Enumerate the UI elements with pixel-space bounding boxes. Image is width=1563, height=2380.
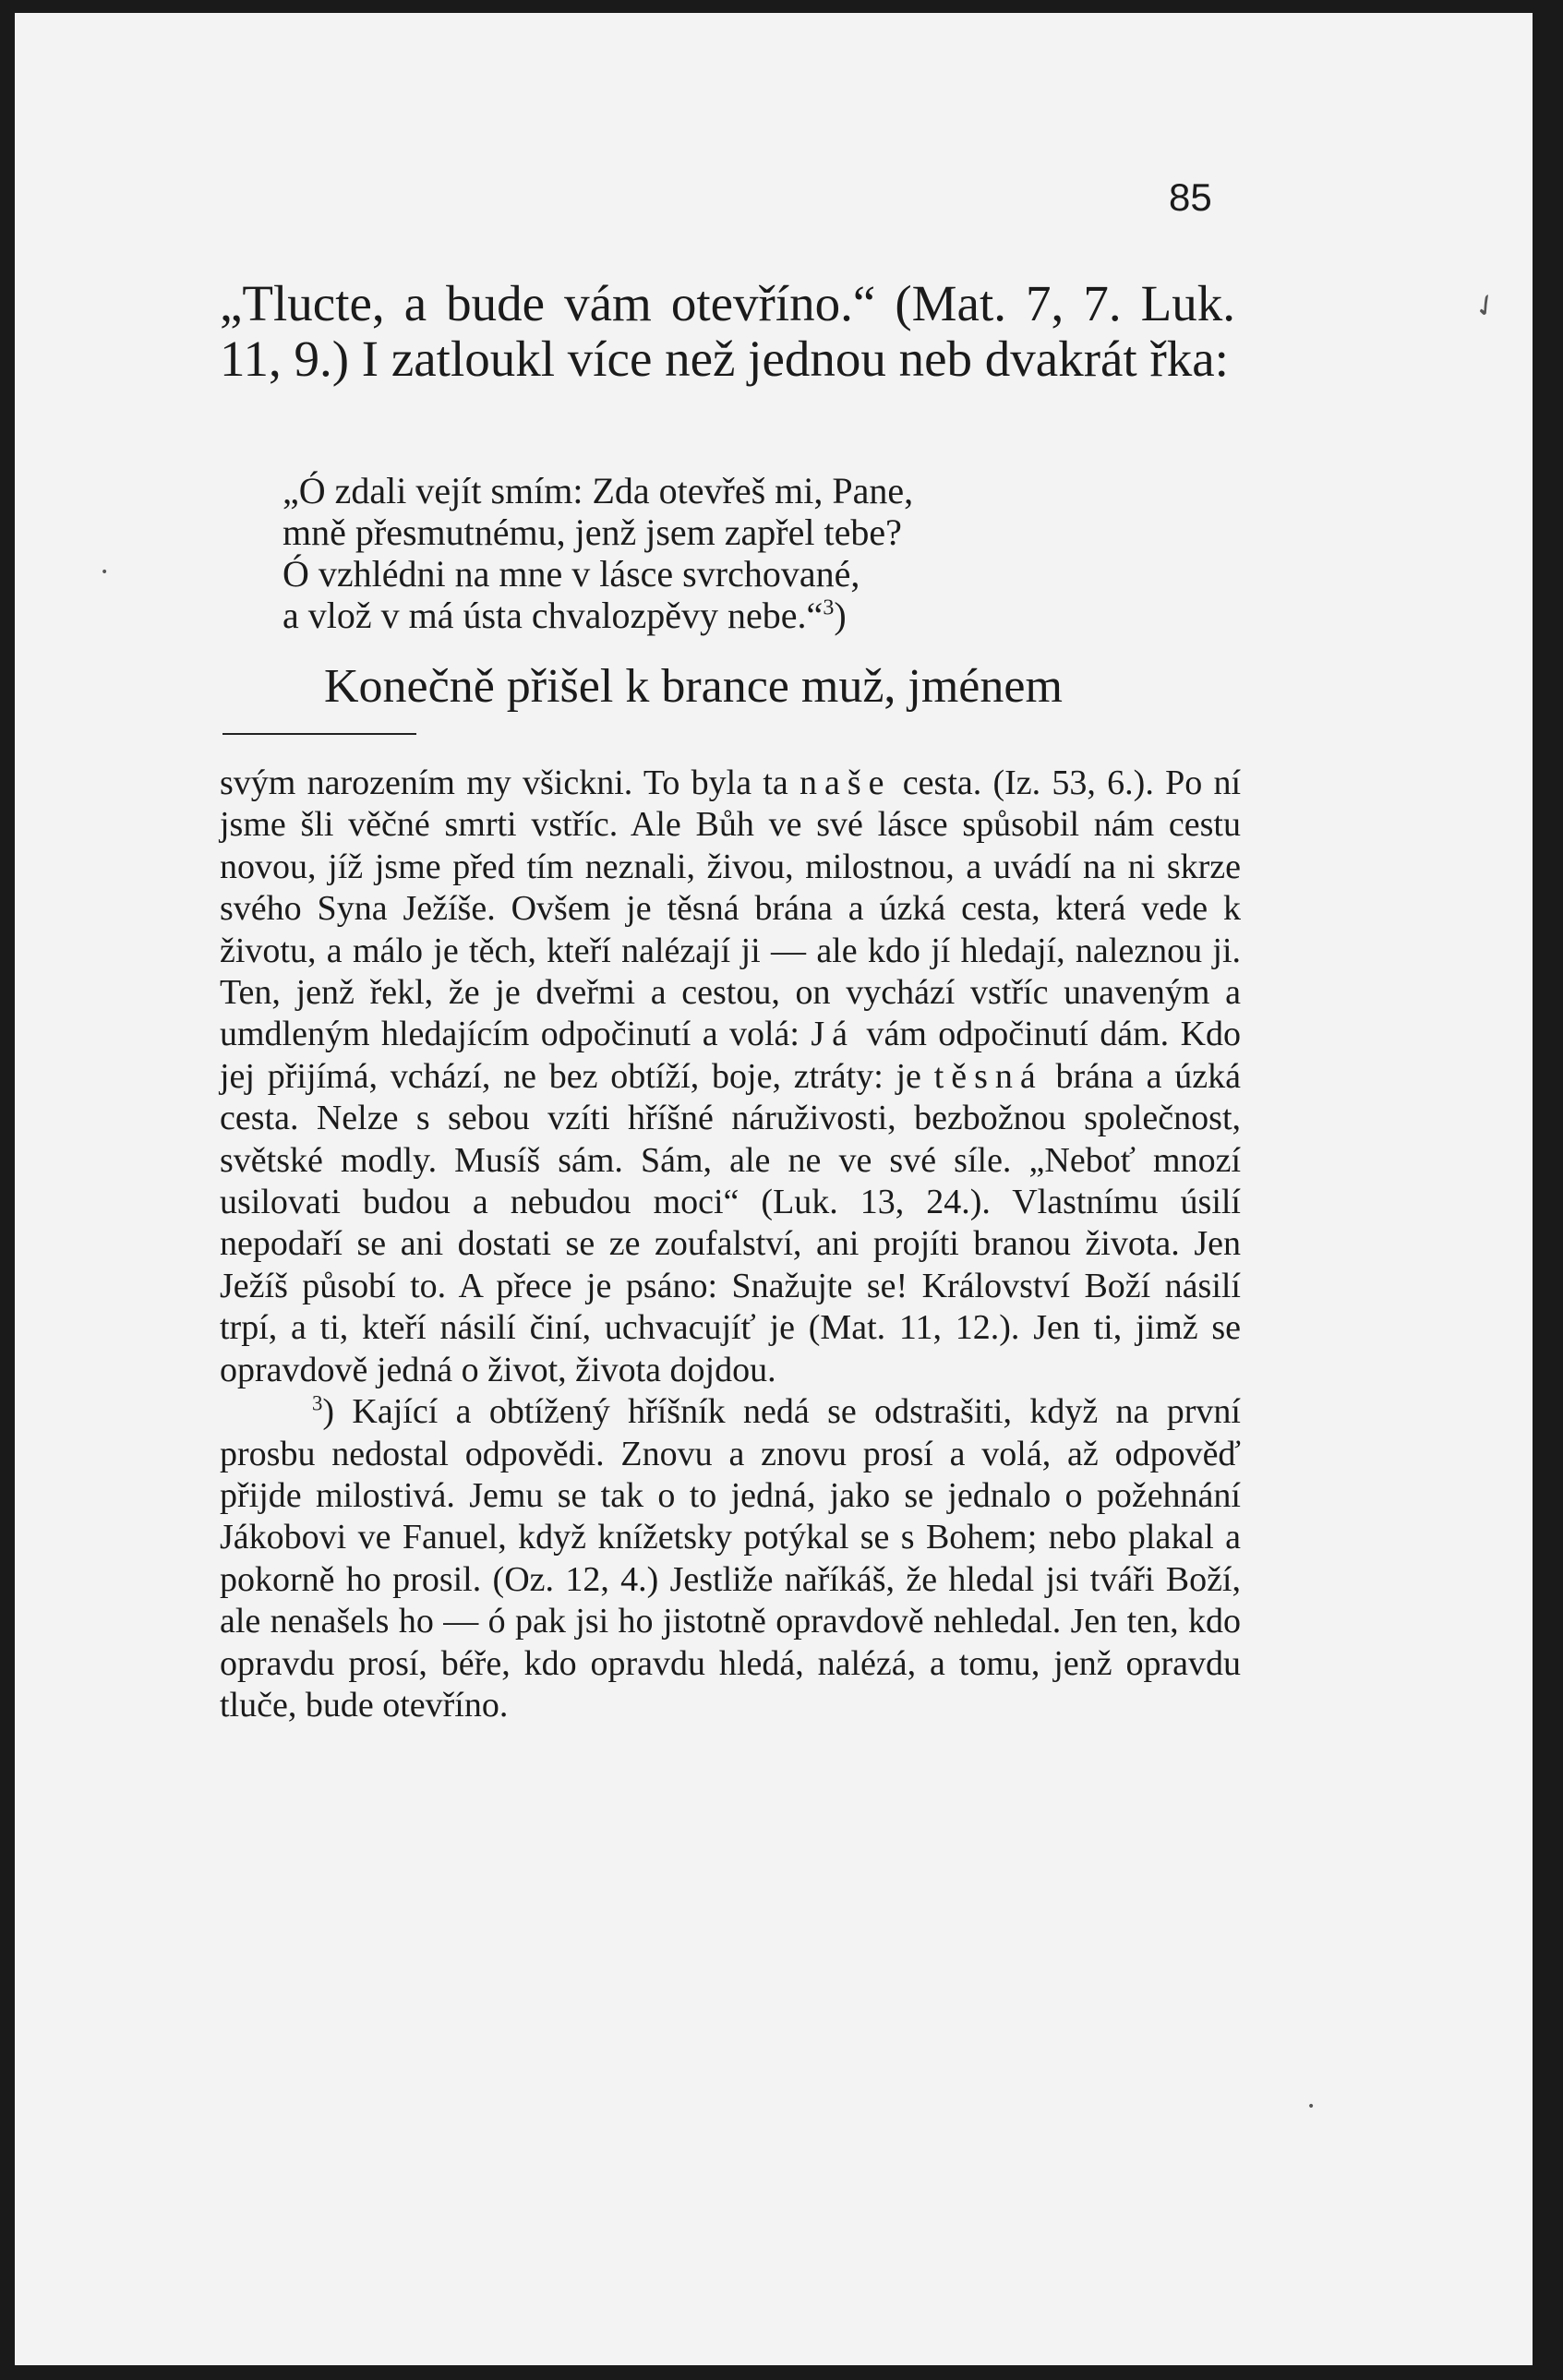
poem-line-text: a vlož v má ústa chvalozpěvy nebe.“ — [283, 595, 824, 636]
poem-line: mně přesmutnému, jenž jsem zapřel tebe? — [283, 511, 902, 553]
footnote-text: ) Kající a obtížený hříšník nedá se odstrašiti, když na první prosbu nedostal odpovědi. Znovu a znovu prosí a volá, až odpověď přijde milostivá. Jemu se tak o to jedná, jako se jednalo o požehnání Jákobovi ve Fanuel, když knížetsky potýkal se s Bohem; nebo plakal a pokorně ho prosil. (Oz. 12, 4.) Jestliže naříkáš, že hledal jsi tváři Boží, ale nenašels ho — ó pak jsi ho jistotně opravdově nehledal. Jen ten, kdo opravdu prosí, béře, kdo opravdu hledá, nalézá, a tomu, jenž opravdu tluče, bude otevříno. — [220, 1392, 1241, 1725]
poem-line: Ó vzhlédni na mne v lásce svrchované, — [283, 553, 860, 595]
footnotes — [220, 763, 1241, 1726]
footnote-paragraph — [220, 763, 1241, 1391]
speck-mark: • — [101, 565, 109, 580]
speck-mark: • — [1307, 2099, 1316, 2114]
footnote-text: vám odpočinutí dám. Kdo jej přijímá, vchází, ne bez obtíží, boje, ztráty: je — [220, 1015, 1242, 1096]
footnote-paragraph — [220, 1391, 1241, 1726]
poem-line: a vlož v má ústa chvalozpěvy nebe.“$^3$) — [283, 595, 847, 636]
continuation-line: Konečně přišel k brance muž, jménem — [324, 660, 1063, 713]
poem-line: „Ó zdali vejít smím: Zda otevřeš mi, Pane, — [283, 470, 914, 511]
pencil-mark: ✓ — [1466, 283, 1506, 328]
main-paragraph — [220, 276, 1235, 387]
footnote-marker: 3 — [312, 1391, 323, 1415]
footnote-divider — [222, 733, 416, 735]
footnote-reference: 3 — [823, 595, 835, 620]
footnote-text: cesta. (Iz. 53, 6.). Po ní jsme šli věčné smrti vstříc. Ale Bůh ve své lásce spůsobil nám cestu novou, jíž jsme před tím neznali, živou, milostnou, a uvádí na ni skrze svého Syna Ježíše. Ovšem je těsná brána a úzká cesta, která vede k životu, a málo je těch, kteří nalézají ji — ale kdo jí hledají, naleznou ji. Ten, jenž řekl, že je dveřmi a cestou, on vychází vstříc unaveným a umdleným hledajícím odpočinutí a volá: — [220, 763, 1242, 1054]
emphasis-spaced: těsná — [933, 1056, 1043, 1096]
footnote-text: svým narozením my všickni. To byla ta — [220, 763, 788, 802]
emphasis-spaced: Já — [811, 1015, 856, 1054]
footnote-text: brána a úzká cesta. Nelze s sebou vzíti hříšné náruživosti, bezbožnou společnost, světské modly. Musíš sám. Sám, ale ne ve své síle. „Neboť mnozí usilovati budou a nebudou moci“ (Luk. 13, 24.). Vlastnímu úsilí nepodaří se ani dostati se ze zoufalství, ani projíti branou života. Jen Ježíš působí to. A přece je psáno: Snažujte se! Království Boží násilí trpí, a ti, kteří násilí činí, uchvacujíť je (Mat. 11, 12.). Jen ti, jimž se opravdově jedná o život, života dojdou. — [220, 1056, 1241, 1389]
poem-stanza — [283, 470, 913, 636]
main-paragraph-text: „Tlucte, a bude vám otevříno.“ (Mat. 7, 7. Luk. 11, 9.) I zatloukl více než jednou neb dvakrát řka: — [220, 275, 1235, 387]
emphasis-spaced: naše — [800, 763, 892, 802]
book-page — [15, 13, 1533, 2365]
page-number: 85 — [1169, 175, 1212, 219]
